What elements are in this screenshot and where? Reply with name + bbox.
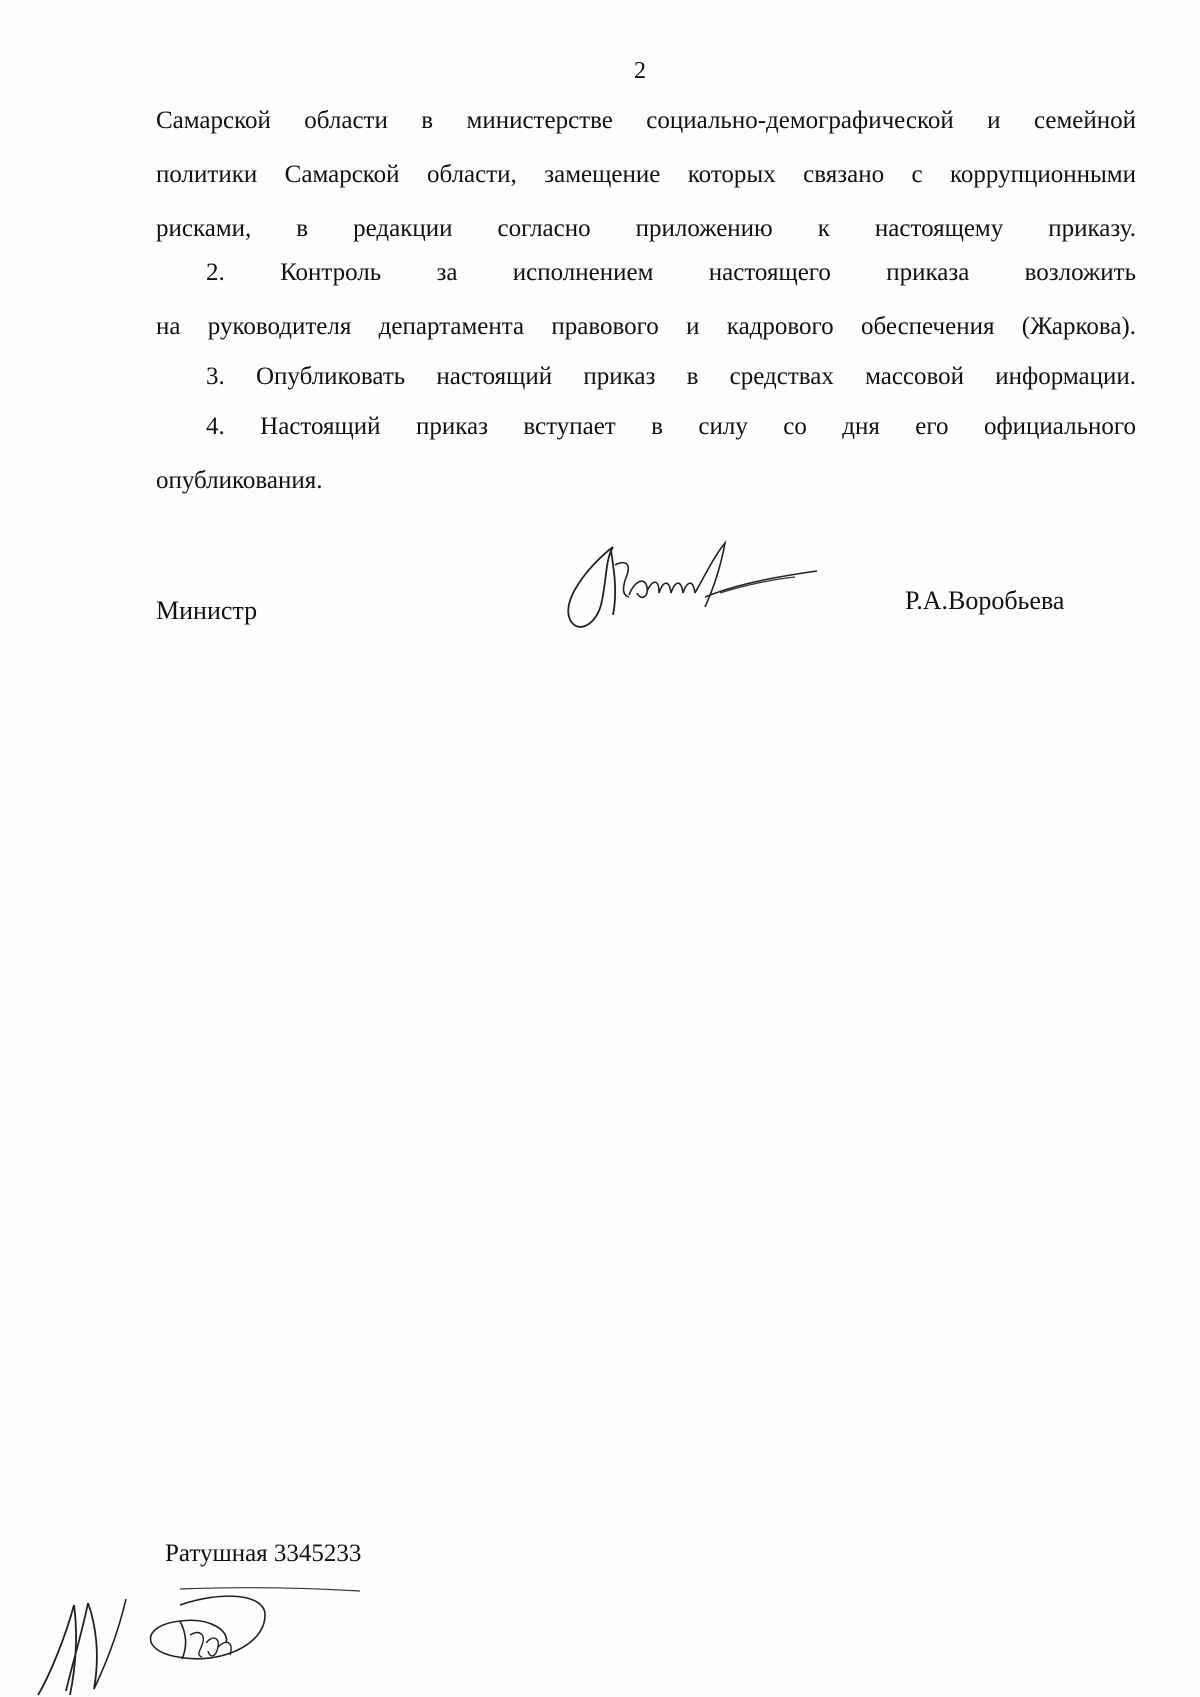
paragraph-line: 2. Контроль за исполнением настоящего приказа возложить bbox=[206, 259, 1136, 286]
signatory-name: Р.А.Воробьева bbox=[905, 586, 1065, 615]
paragraph-line: на руководителя департамента правового и кадрового обеспечения (Жаркова). bbox=[156, 313, 1136, 340]
visa-signature bbox=[30, 1585, 370, 1697]
paragraph-line: опубликования. bbox=[156, 467, 323, 494]
handwritten-signature bbox=[555, 535, 835, 645]
paragraph-line: Самарской области в министерстве социально-демографической и семейной bbox=[156, 107, 1136, 134]
paragraph-line: политики Самарской области, замещение которых связано с коррупционными bbox=[156, 161, 1136, 188]
executor-contact: Ратушная 3345233 bbox=[165, 1540, 362, 1567]
paragraph-line: 3. Опубликовать настоящий приказ в средствах массовой информации. bbox=[206, 363, 1136, 390]
signatory-title: Министр bbox=[156, 596, 258, 625]
paragraph-item-4 bbox=[156, 400, 1136, 508]
paragraph-continuation bbox=[156, 94, 1136, 256]
paragraph-line: 4. Настоящий приказ вступает в силу со дня его официального bbox=[206, 413, 1136, 440]
page-number: 2 bbox=[634, 58, 646, 84]
paragraph-item-2 bbox=[156, 246, 1136, 354]
paragraph-item-3 bbox=[156, 350, 1136, 404]
paragraph-line: рисками, в редакции согласно приложению к настоящему приказу. bbox=[156, 215, 1136, 242]
